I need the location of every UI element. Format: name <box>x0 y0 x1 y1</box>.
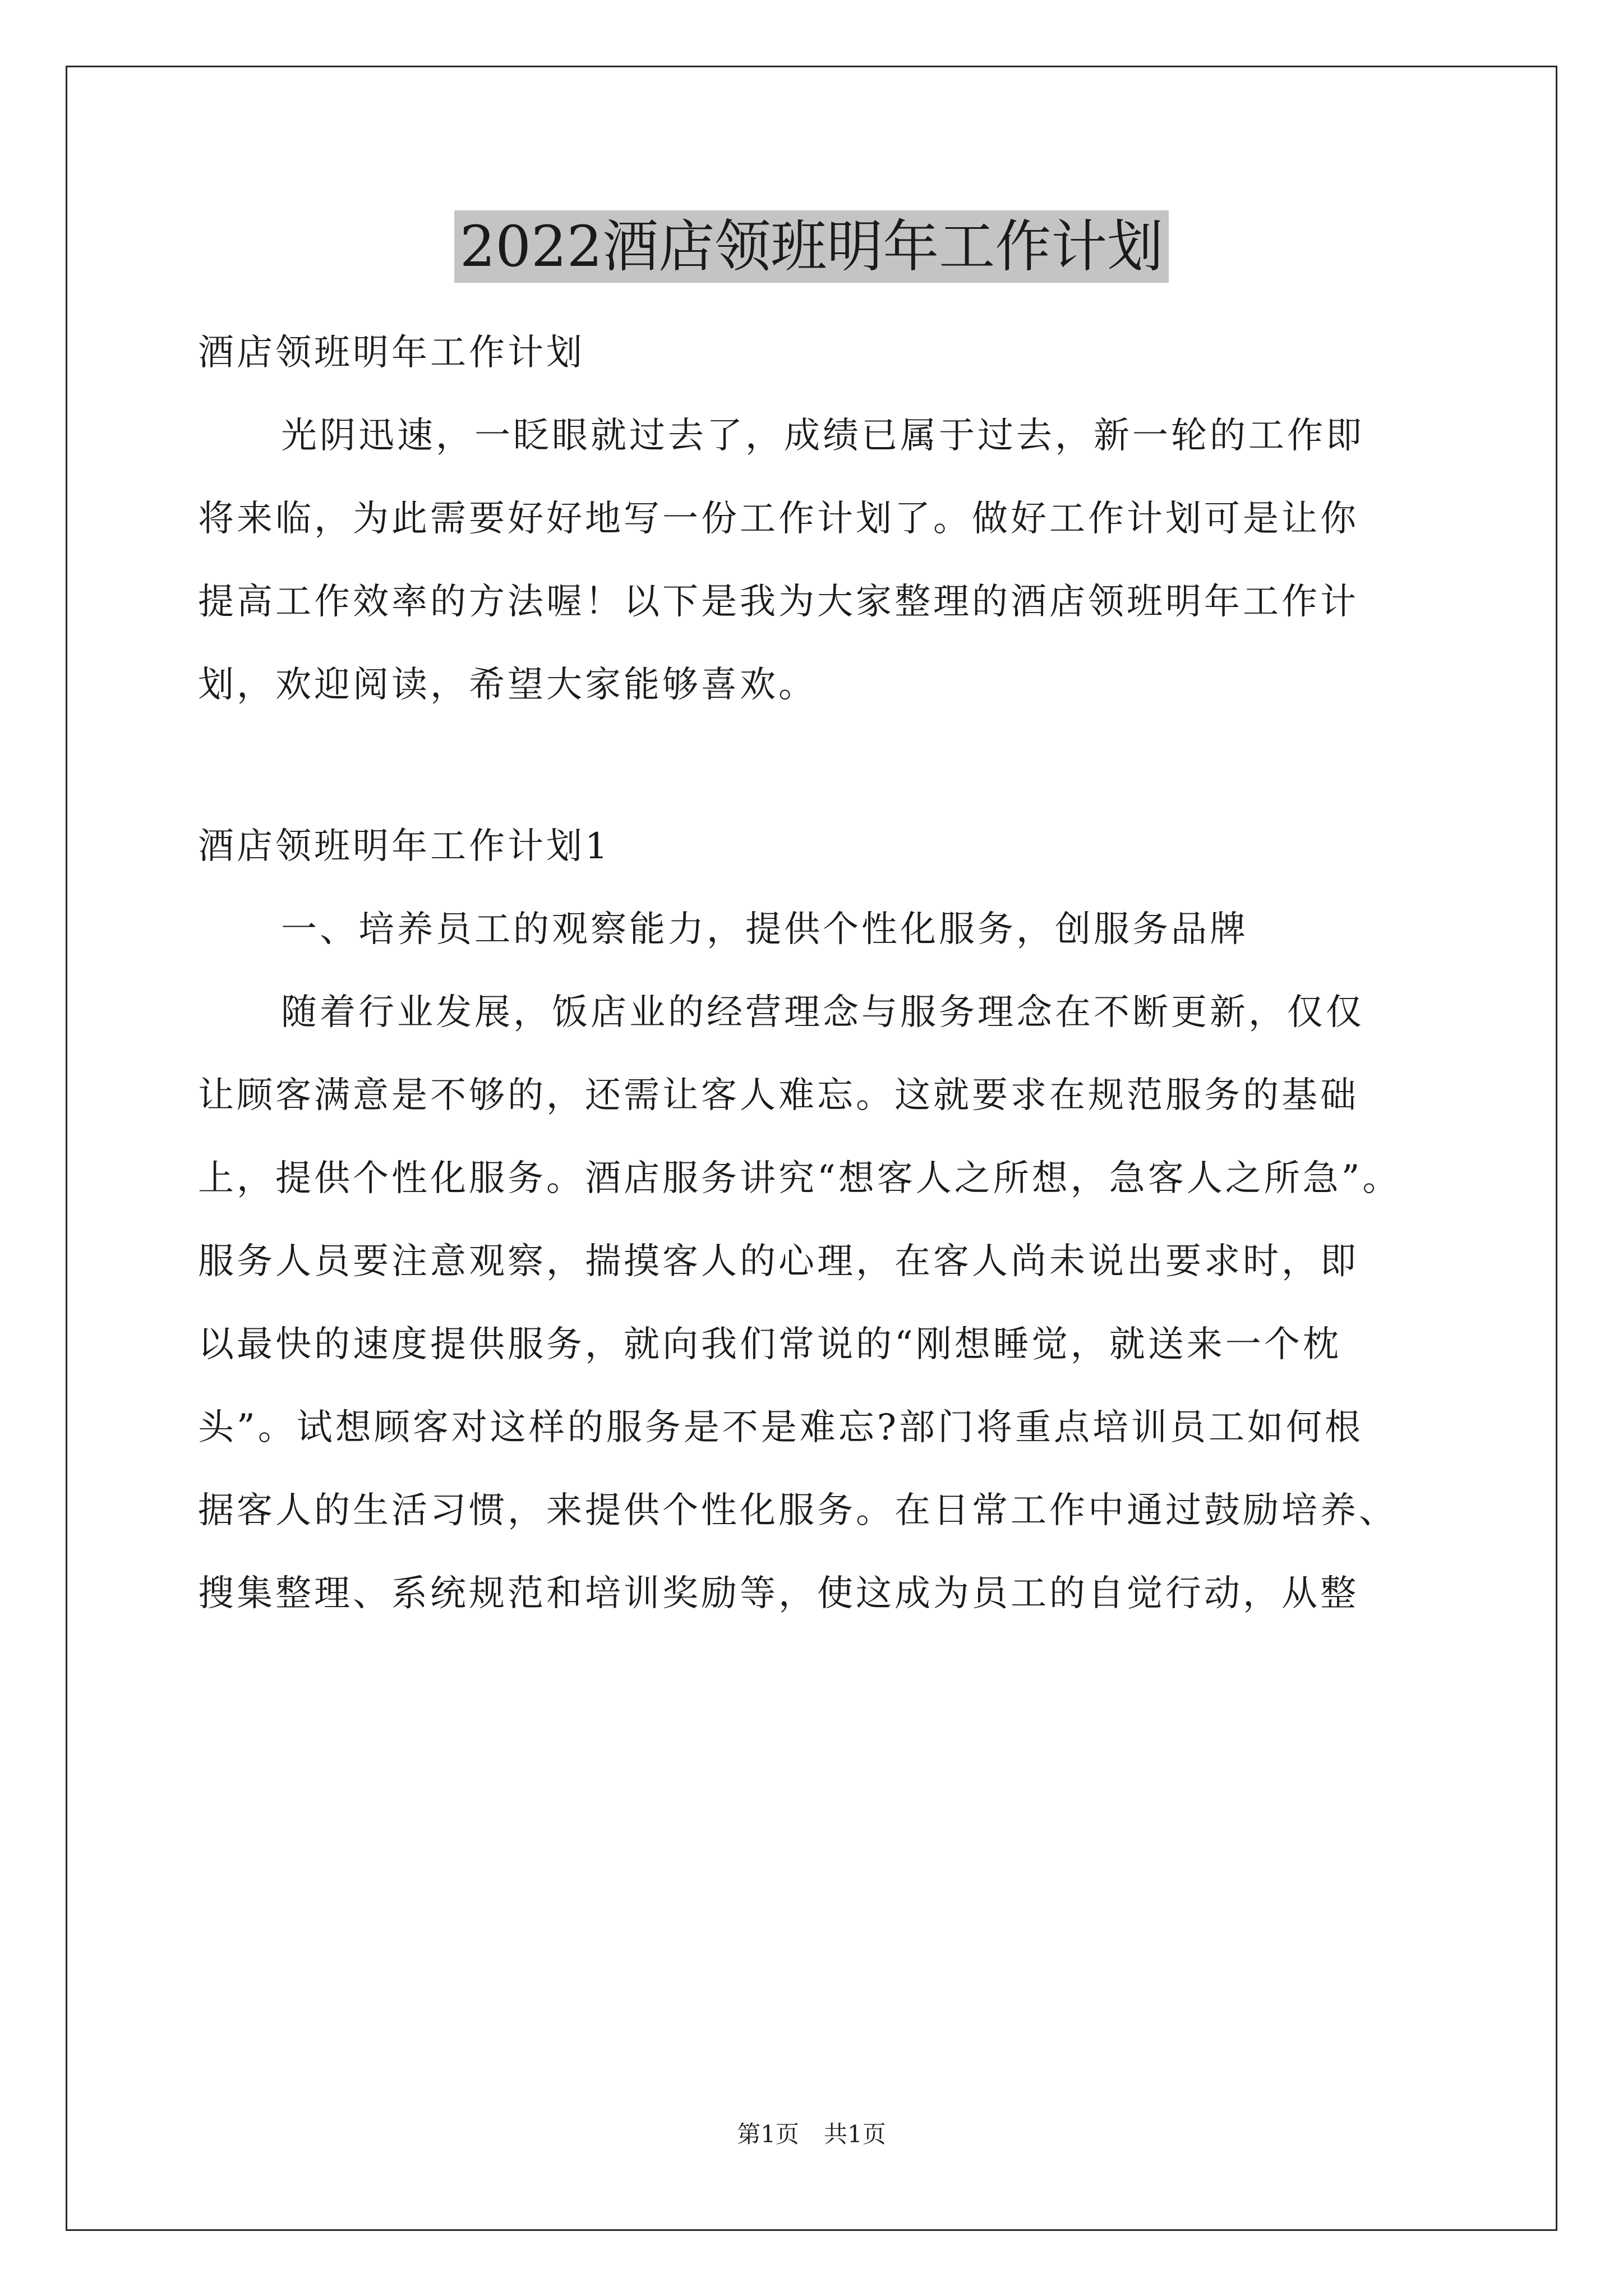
paragraph-gap <box>198 726 1488 805</box>
body-line: 上，提供个性化服务。酒店服务讲究“想客人之所想，急客人之所急”。 <box>198 1158 1401 1199</box>
intro-line: 将来临，为此需要好好地写一份工作计划了。做好工作计划可是让你 <box>198 498 1359 540</box>
document-body <box>198 311 1488 1635</box>
intro-line: 提高工作效率的方法喔！以下是我为大家整理的酒店领班明年工作计 <box>198 581 1359 623</box>
document-title <box>0 208 1623 286</box>
body-line: 头”。试想顾客对这样的服务是不是难忘?部门将重点培训员工如何根 <box>198 1407 1364 1448</box>
page-footer <box>0 2118 1623 2151</box>
body-line: 以最快的速度提供服务，就向我们常说的“刚想睡觉，就送来一个枕 <box>198 1324 1341 1365</box>
body-line: 随着行业发展，饭店业的经营理念与服务理念在不断更新，仅仅 <box>281 992 1364 1033</box>
body-line: 服务人员要注意观察，揣摸客人的心理，在客人尚未说出要求时，即 <box>198 1241 1359 1282</box>
subtitle: 酒店领班明年工作计划 <box>198 332 585 374</box>
page-number-total: 共1页 <box>824 2120 886 2148</box>
body-line: 据客人的生活习惯，来提供个性化服务。在日常工作中通过鼓励培养、 <box>198 1490 1398 1531</box>
intro-line: 划，欢迎阅读，希望大家能够喜欢。 <box>198 664 817 706</box>
intro-line: 光阴迅速，一眨眼就过去了，成绩已属于过去，新一轮的工作即 <box>281 415 1364 457</box>
body-line: 搜集整理、系统规范和培训奖励等，使这成为员工的自觉行动，从整 <box>198 1573 1359 1614</box>
body-line: 让顾客满意是不够的，还需让客人难忘。这就要求在规范服务的基础 <box>198 1075 1359 1116</box>
page-number-current: 第1页 <box>737 2120 799 2148</box>
point-heading: 一、培养员工的观察能力，提供个性化服务，创服务品牌 <box>281 909 1248 950</box>
section-heading: 酒店领班明年工作计划1 <box>198 826 611 867</box>
document-title-text: 2022酒店领班明年工作计划 <box>454 210 1169 283</box>
